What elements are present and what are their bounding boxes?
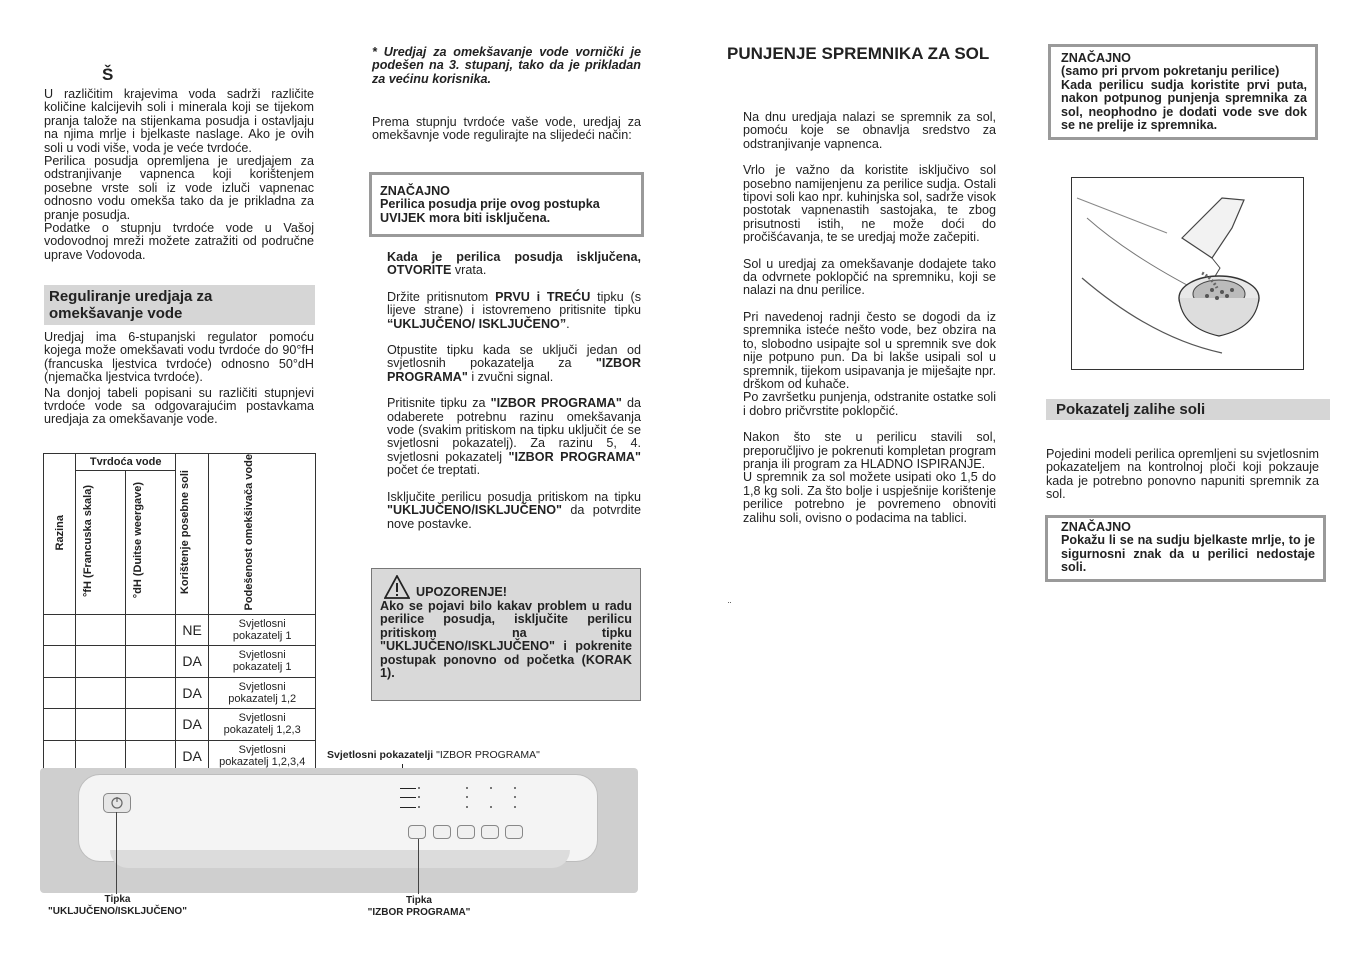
col1-reg-2: Na donjoj tabeli popisani su različiti stupnjevi tvrdoće vode sa odgovarajućim postavkama uredjaja za omekšavanje vode. <box>44 385 314 427</box>
col1 <box>44 66 314 262</box>
indicator-light <box>514 787 516 789</box>
step-3-b: "IZBOR PROGRAMA" <box>387 356 641 384</box>
col-level: Razina <box>44 454 76 615</box>
salt-cell: NE <box>175 614 208 645</box>
warning-icon <box>384 575 410 599</box>
step-1 <box>387 251 641 278</box>
indicator-light <box>514 806 516 808</box>
table-row <box>44 645 316 677</box>
col3-p1: Na dnu uredjaja nalazi se spremnik za sol, pomoću koje se obnavlja sredstvo za odstranjivanje vapnenca. <box>743 110 996 151</box>
col3-body <box>743 111 996 525</box>
setting-cell: Svjetlosni pokazatelj 1,2 <box>209 677 316 708</box>
step-3-a: Otpustite tipku kada se uključi jedan od svjetlosnih pokazatelja za <box>387 343 641 371</box>
leader-tick <box>400 807 416 808</box>
col-dh: °dH (Duitse weergave) <box>126 470 176 614</box>
col4-important-box-1 <box>1048 44 1318 140</box>
program-button[interactable] <box>481 825 499 839</box>
setting-cell: Svjetlosni pokazatelj 1 <box>209 645 316 677</box>
onoff-caption-line-2: "UKLJUČENO/ISKLJUČENO" <box>48 906 187 917</box>
step-1-b: OTVORITE <box>387 263 452 278</box>
col4-box1-text: Kada perilicu sudja koristite prvi puta, nakon potpunog punjenja spremnika za sol, neophodno je dodati vode sve dok se ne prelije iz spremnika. <box>1061 77 1307 133</box>
hardness-table <box>43 453 316 818</box>
program-indicator-lights <box>400 782 530 816</box>
step-4-a: Pritisnite tipku za <box>387 396 491 411</box>
col1-regulation <box>44 331 314 427</box>
program-button[interactable] <box>408 825 426 839</box>
col3-p6: Nakon što ste u perilicu stavili sol, preporučljivo je pokrenuti kompletan program pranja ili program za HLADNO ISPIRANJE. <box>743 430 996 471</box>
indicator-light <box>466 806 468 808</box>
indicator-light <box>514 796 516 798</box>
col2-note <box>372 46 641 86</box>
col3-p2: Vrlo je važno da koristite isključivo sol posebno namijenjenu za perilice sudja. Ostali tipovi soli kao npr. kuhinjska sol, sadrže visok postotak vapnenastih sastojaka, te zbog prisutnosti istih, ne može doći do pročišćavanja, te se uredjaj može začepiti. <box>743 163 996 245</box>
warning-title: UPOZORENJE! <box>416 585 507 599</box>
col1-section-title: Reguliranje uredjaja za omekšavanje vode <box>44 285 315 325</box>
col3-title: PUNJENJE SPREMNIKA ZA SOL <box>727 44 990 63</box>
col3-p5: Po završetku punjenja, odstranite ostatke soli i dobro pričvrstite poklopčić. <box>743 390 996 418</box>
table-row <box>44 677 316 708</box>
step-2 <box>387 291 641 331</box>
panel-indicators-label <box>327 749 540 761</box>
col3-stray-mark: ¨ <box>728 601 732 612</box>
indicator-light <box>466 787 468 789</box>
col4-box2-title: ZNAČAJNO <box>1061 520 1131 534</box>
col-salt: Korištenje posebne soli <box>175 454 208 615</box>
indicator-light <box>466 796 468 798</box>
col1-intro-2: Perilica posudja opremljena je uredjajem za odstranjivanje vapnenca koji korištenjem posebne vrste soli iz vode izluči vapnenac odnosno vodu omekša tako da je prikladna za pranje posudja. <box>44 154 314 222</box>
col1-intro-3: Podatke o stupnju tvrdoće vode u Vašoj vodovodnoj mreži možete zatražiti od područne uprave Vodovoda. <box>44 221 314 262</box>
step-5-a: Isključite perilicu posudja pritiskom na tipku <box>387 489 641 504</box>
step-3 <box>387 344 641 384</box>
step-1-c: vrata. <box>451 263 487 278</box>
step-4 <box>387 397 641 477</box>
col4-box2-text: Pokažu li se na sudju bjelkaste mrlje, to je sigurnosni znak da u perilici nedostaje soli. <box>1061 533 1315 575</box>
prog-caption <box>340 895 498 919</box>
table-row <box>44 740 316 771</box>
step-5 <box>387 491 641 531</box>
setting-cell: Svjetlosni pokazatelj 1,2,3,4 <box>209 740 316 771</box>
col4-section-title: Pokazatelj zalihe soli <box>1046 399 1330 420</box>
panel-handle-shadow <box>110 850 570 868</box>
col4-important-box-2 <box>1045 515 1326 582</box>
step-1-a: Kada je perilica posudja isključena, <box>387 250 641 264</box>
step-4-e: počet će treptati. <box>387 463 481 478</box>
indicator-light <box>418 787 420 789</box>
panel-indicators-label-normal: "IZBOR PROGRAMA" <box>436 749 540 761</box>
step-2-b: PRVU i TREĆU <box>495 289 591 304</box>
salt-cell: DA <box>175 645 208 677</box>
step-2-a: Držite pritisnutom <box>387 289 496 304</box>
control-panel <box>40 768 638 893</box>
leader-tick <box>400 788 416 789</box>
step-4-b: "IZBOR PROGRAMA" <box>490 396 622 411</box>
step-4-d: "IZBOR PROGRAMA" <box>508 449 641 464</box>
step-5-c: da potvrdite nove postavke. <box>387 503 641 531</box>
program-button[interactable] <box>457 825 475 839</box>
warning-text: Ako se pojavi bilo kakav problem u radu perilice posudja, isključite perilicu pritiskom na tipku "UKLJUČENO/ISKLJUČENO" i pokrenite postupak ponovno od početka (KORAK 1). <box>380 599 632 681</box>
col4-box1-sub: (samo pri prvom pokretanju perilice) <box>1061 64 1280 79</box>
col3-p4: Pri navedenoj radnji često se dogodi da iz spremnika isteće nešto vode, bez obzira na to, slobodno usipajte sol u spremnik sve dok nije potpuno pun. Da bi lakše usipali sol u spremnik, tijekom usipavanja je miješajte npr. drškom od kuhače. <box>743 309 996 391</box>
step-4-c: da odaberete potrebnu razinu omekšavanja vode (svakim pritiskom na tipku uključit će se svjetlosni pokazatelj). Za razinu 5, 4. svjetlosni pokazatelj <box>387 396 641 464</box>
setting-cell: Svjetlosni pokazatelj 1,2,3 <box>209 708 316 740</box>
col3-p7: U spremnik za sol možete usipati oko 1,5 do 1,8 kg soli. Za što bolje i uspješnije korištenje perilice potrebno je povremeno obnoviti zalihu soli, ovisno o podacima na tablici. <box>743 470 996 525</box>
col2-steps <box>387 251 641 531</box>
col2-important-title: ZNAČAJNO <box>380 184 450 198</box>
col3-p3: Sol u uredjaj za omekšavanje dodajete tako da odvrnete poklopčić na spremniku, koji se nalazi na dnu perilice. <box>743 256 996 298</box>
salt-container-illustration <box>1071 177 1304 370</box>
col-setting: Podešenost omekšivača vode <box>209 454 316 615</box>
salt-cell: DA <box>175 740 208 771</box>
setting-cell: Svjetlosni pokazatelj 1 <box>209 614 316 645</box>
col2-important-text: Perilica posudja prije ovog postupka UVIJEK mora biti isključena. <box>380 197 600 225</box>
prog-caption-line-1: Tipka <box>406 895 432 906</box>
onoff-button[interactable] <box>103 793 131 813</box>
onoff-caption <box>30 894 205 918</box>
power-icon <box>104 794 130 812</box>
step-2-c: tipku (s lijeve strane) i istovremeno pritisnite tipku <box>387 289 641 318</box>
col2-important-box <box>369 172 644 237</box>
indicator-light <box>490 806 492 808</box>
step-2-e: . <box>566 316 570 331</box>
table-row <box>44 614 316 645</box>
prog-caption-line-2: "IZBOR PROGRAMA" <box>367 907 471 918</box>
indicator-light <box>418 796 420 798</box>
salt-cell: DA <box>175 677 208 708</box>
indicator-light <box>418 806 420 808</box>
leader-tick <box>400 797 416 798</box>
panel-indicators-label-bold: Svjetlosni pokazatelji <box>327 749 434 761</box>
onoff-leader-line <box>116 812 117 894</box>
step-2-d: “UKLJUČENO/ ISKLJUČENO” <box>387 316 567 331</box>
col2-note-text: * Uredjaj za omekšavanje vode vornički je podešen na 3. stupanj, tako da je prikladan za većinu korisnika. <box>372 45 641 86</box>
col-group-hardness: Tvrdoća vode <box>76 454 175 471</box>
col1-title-letter: Š <box>102 65 114 84</box>
salt-cell: DA <box>175 708 208 740</box>
step-3-c: i zvučni signal. <box>467 369 554 384</box>
col-fh: °fH (Francuska skala) <box>76 470 126 614</box>
col2-warning-box <box>371 568 641 701</box>
step-5-b: "UKLJUČENO/ISKLJUČENO" <box>387 503 562 518</box>
indicator-light <box>490 787 492 789</box>
col1-intro-1: U različitim krajevima voda sadrži različite količine kalcijevih soli i minerala koji se tijekom pranja talože na stijenkama posudja i ostavljaju na njima mrlje i bjelkaste naslage. Ako je ovih soli u vodi više, voda je veće tvrdoće. <box>44 87 314 155</box>
program-button[interactable] <box>505 825 523 839</box>
col4-box1-title: ZNAČAJNO <box>1061 51 1131 65</box>
col2-p1: Prema stupnju tvrdoće vaše vode, uredjaj za omekšavnje vode regulirajte na slijedeći način: <box>372 115 641 143</box>
program-button[interactable] <box>433 825 451 839</box>
salt-pouring-image <box>1072 178 1303 369</box>
col4-p1: Pojedini modeli perilica opremljeni su svjetlosnim pokazateljem na kontrolnoj ploči koji pokzauje kada je potrebno ponovno napuniti spremnik za sol. <box>1046 447 1319 502</box>
col1-reg-1: Uredjaj ima 6-stupanjski regulator pomoću kojega može omekšavati vodu tvrdoće do 90°fH (francuska ljestvica tvrdoće) odnosno 50°dH (njemačka ljestvica tvrdoće). <box>44 330 314 385</box>
prog-leader-line <box>418 839 419 894</box>
onoff-caption-line-1: Tipka <box>104 894 131 905</box>
table-row <box>44 708 316 740</box>
